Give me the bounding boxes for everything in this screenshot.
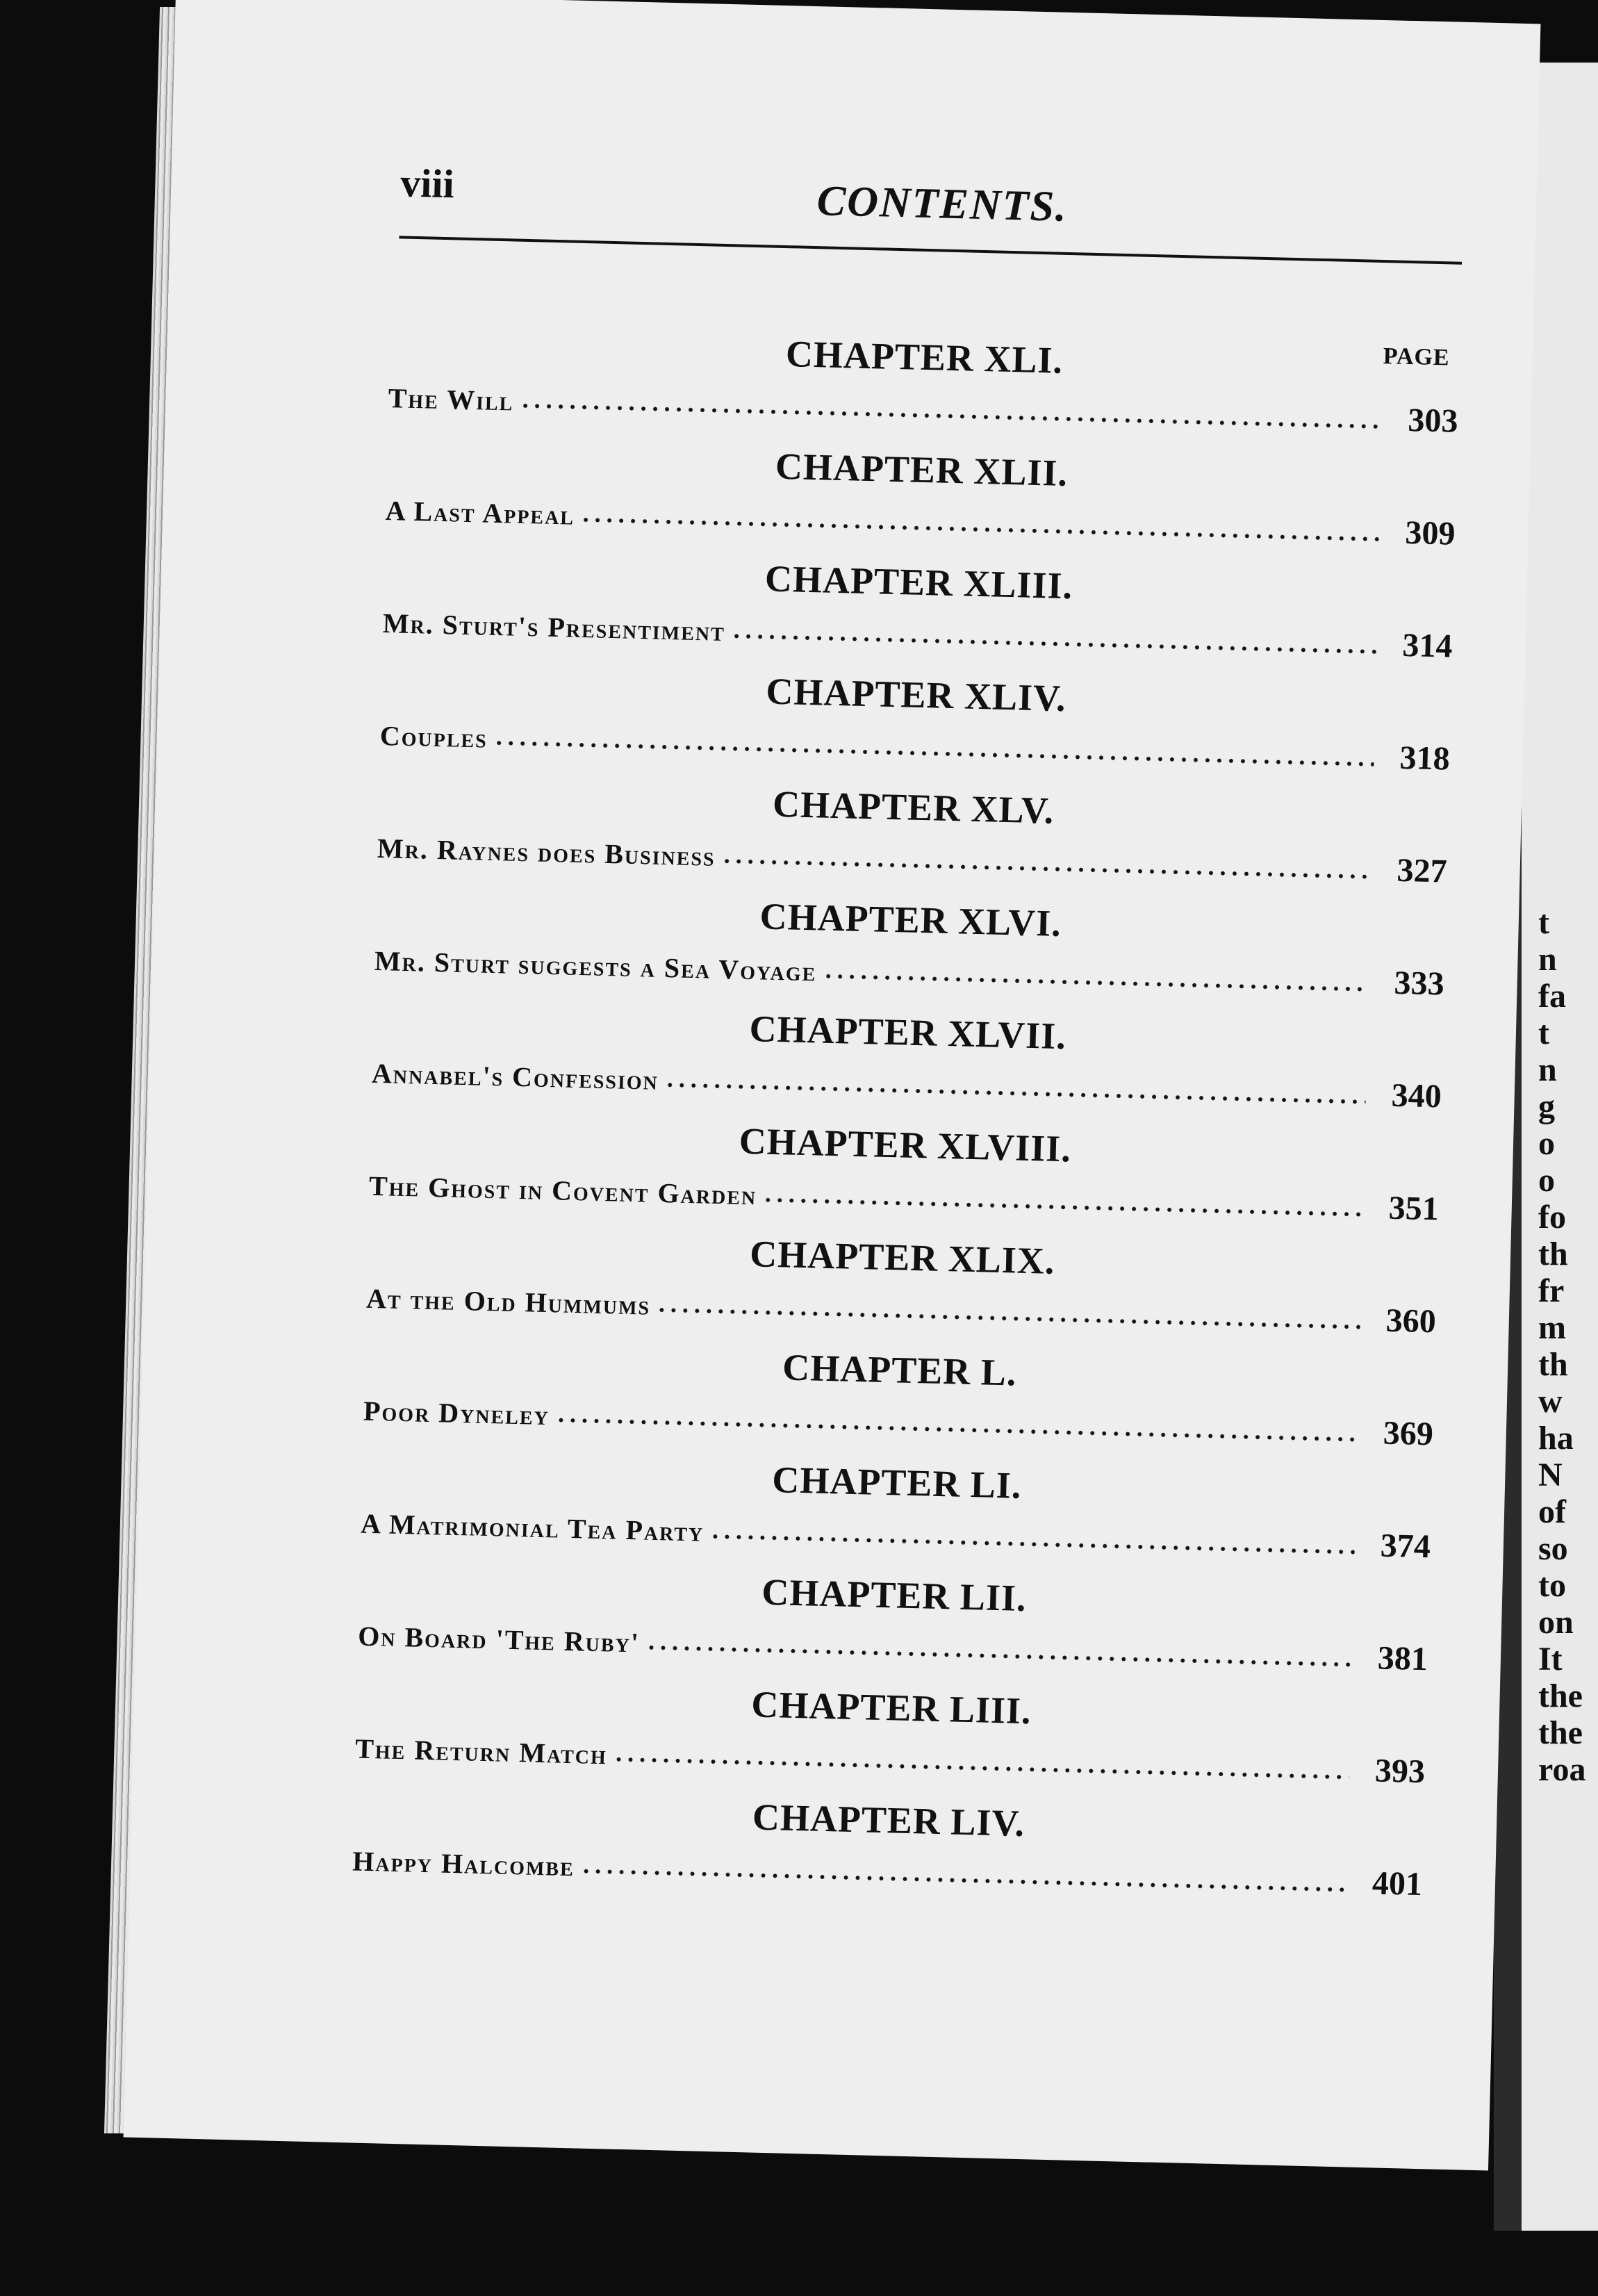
- page-number: 314: [1401, 626, 1453, 665]
- chapter-heading: CHAPTER L.: [782, 1346, 1018, 1394]
- facing-page-fragment: ha: [1538, 1420, 1574, 1457]
- dot-leader: [822, 971, 1369, 994]
- facing-page-fragment: so: [1538, 1530, 1568, 1567]
- page-number: 369: [1383, 1414, 1434, 1453]
- chapter-title: Mr. Sturt suggests a Sea Voyage: [374, 944, 817, 987]
- facing-page-fragment: It: [1538, 1641, 1563, 1678]
- page-number: 381: [1377, 1639, 1428, 1678]
- dot-leader: [656, 1305, 1360, 1332]
- dot-leader: [762, 1195, 1363, 1220]
- dot-leader: [579, 1866, 1346, 1894]
- dot-leader: [519, 401, 1382, 432]
- chapter-heading: CHAPTER XLIV.: [765, 670, 1067, 720]
- chapter-title: On Board 'The Ruby': [357, 1620, 641, 1659]
- chapter-title: The Ghost in Covent Garden: [368, 1170, 757, 1211]
- page-number-roman: viii: [400, 160, 455, 207]
- dot-leader: [709, 1532, 1355, 1557]
- facing-page-fragment: o: [1538, 1162, 1555, 1199]
- facing-page-fragment: th: [1538, 1346, 1568, 1383]
- facing-page-fragment: fr: [1538, 1272, 1565, 1309]
- facing-page-fragment: roa: [1538, 1751, 1586, 1788]
- chapter-heading: CHAPTER XLVI.: [759, 895, 1062, 944]
- page-number: 351: [1388, 1189, 1440, 1228]
- facing-page-fragment: g: [1538, 1088, 1555, 1125]
- running-title: CONTENTS.: [816, 177, 1069, 231]
- dot-leader: [645, 1643, 1352, 1670]
- chapter-heading: CHAPTER XLI.: [785, 333, 1064, 382]
- facing-page-fragment: t: [1538, 904, 1549, 941]
- facing-page-fragment: o: [1538, 1125, 1555, 1162]
- facing-page-fragment: N: [1538, 1457, 1563, 1493]
- chapter-title: At the Old Hummums: [365, 1282, 651, 1321]
- page-number: 393: [1374, 1752, 1426, 1791]
- chapter-heading: CHAPTER LIV.: [752, 1796, 1025, 1845]
- facing-page-fragment: on: [1538, 1604, 1574, 1641]
- chapter-heading: CHAPTER XLII.: [775, 445, 1069, 495]
- facing-page-fragment: th: [1538, 1236, 1568, 1272]
- dot-leader: [493, 738, 1374, 769]
- facing-page-fragment: the: [1538, 1678, 1583, 1714]
- page-number: 327: [1396, 851, 1448, 890]
- facing-page-fragment: n: [1538, 1051, 1557, 1088]
- page-number: 318: [1399, 739, 1451, 778]
- book-page: [124, 0, 1541, 2171]
- chapter-title: Annabel's Confession: [371, 1057, 659, 1096]
- page-column-label: PAGE: [1383, 343, 1451, 371]
- chapter-heading: CHAPTER LI.: [771, 1459, 1023, 1507]
- facing-page-fragment: fo: [1538, 1199, 1566, 1236]
- page-number: 333: [1394, 964, 1445, 1003]
- chapter-title: A Matrimonial Tea Party: [360, 1507, 705, 1548]
- facing-page-fragment: the: [1538, 1714, 1583, 1751]
- page-number: 360: [1385, 1302, 1437, 1340]
- page-number: 303: [1407, 401, 1459, 440]
- chapter-heading: CHAPTER XLIX.: [749, 1233, 1055, 1282]
- dot-leader: [580, 515, 1380, 544]
- dot-leader: [720, 856, 1371, 882]
- chapter-title: Couples: [379, 719, 488, 754]
- facing-page-fragment: w: [1538, 1383, 1563, 1420]
- chapter-title: Poor Dyneley: [363, 1395, 550, 1432]
- chapter-title: Mr. Raynes does Business: [377, 832, 716, 872]
- dot-leader: [664, 1080, 1366, 1107]
- page-number: 309: [1404, 514, 1456, 552]
- dot-leader: [612, 1755, 1349, 1782]
- page-number: 340: [1391, 1076, 1442, 1115]
- chapter-title: Mr. Sturt's Presentiment: [382, 607, 726, 648]
- facing-page-fragment: fa: [1538, 978, 1566, 1015]
- chapter-title: A Last Appeal: [385, 495, 575, 531]
- chapter-heading: CHAPTER XLV.: [772, 782, 1055, 832]
- facing-page-fragment: of: [1538, 1493, 1566, 1530]
- chapter-heading: CHAPTER LII.: [761, 1571, 1028, 1620]
- chapter-title: The Return Match: [354, 1732, 608, 1771]
- page-number: 401: [1372, 1864, 1423, 1903]
- chapter-heading: CHAPTER XLVII.: [748, 1008, 1067, 1058]
- chapter-title: The Will: [388, 382, 514, 417]
- chapter-heading: CHAPTER XLIII.: [764, 557, 1073, 607]
- chapter-title: Happy Halcombe: [352, 1845, 575, 1883]
- facing-page-fragment: t: [1538, 1015, 1549, 1051]
- dot-leader: [731, 631, 1377, 657]
- header-rule: [399, 236, 1462, 264]
- chapter-heading: CHAPTER XLVIII.: [739, 1120, 1072, 1170]
- chapter-heading: CHAPTER LIII.: [750, 1683, 1032, 1732]
- facing-page-fragment: m: [1538, 1309, 1566, 1346]
- facing-page-fragment: to: [1538, 1567, 1566, 1604]
- facing-page-fragment: n: [1538, 941, 1557, 978]
- page-number: 374: [1380, 1527, 1431, 1566]
- dot-leader: [555, 1415, 1358, 1444]
